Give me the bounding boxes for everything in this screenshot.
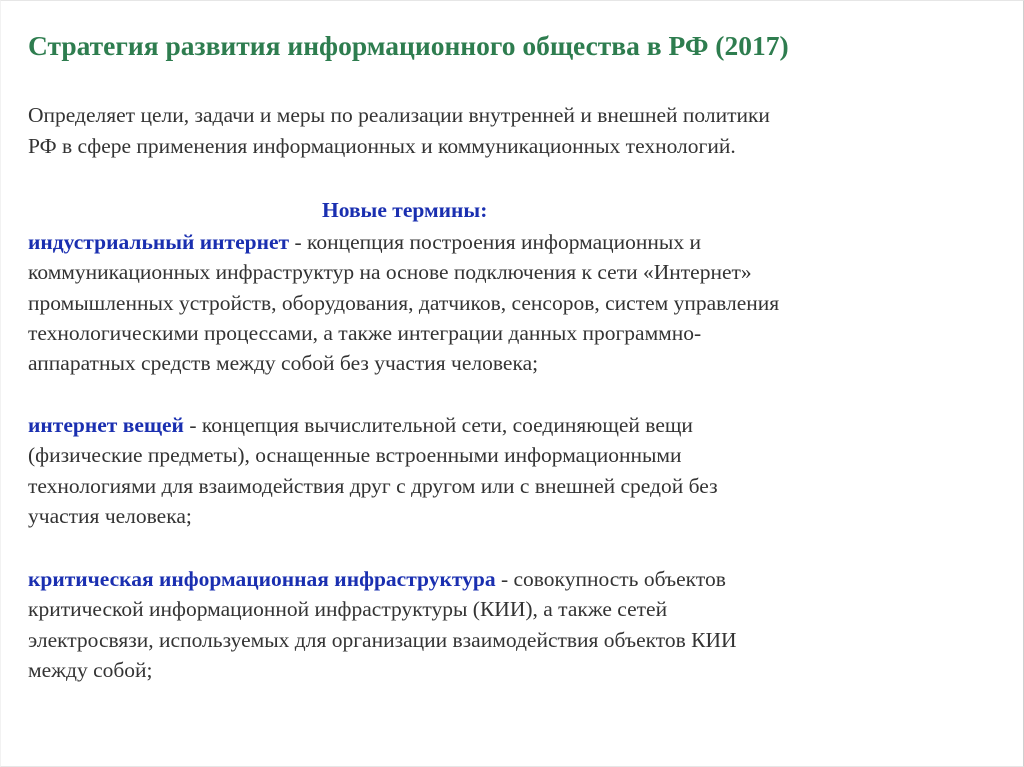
intro-paragraph [28, 100, 988, 161]
term-definition-line: участия человека; [28, 503, 192, 528]
term-definition-line: электросвязи, используемых для организации взаимодействия объектов КИИ [28, 627, 737, 652]
term-internet-of-things [28, 410, 988, 531]
term-industrial-internet [28, 227, 988, 378]
term-definition-line: коммуникационных инфраструктур на основе подключения к сети «Интернет» [28, 260, 752, 285]
term-definition-line: промышленных устройств, оборудования, датчиков, сенсоров, систем управления [28, 290, 780, 315]
term-name: интернет вещей [28, 413, 184, 437]
term-definition-line: (физические предметы), оснащенные встроенными информационными [28, 443, 682, 468]
intro-line: Определяет цели, задачи и меры по реализации внутренней и внешней политики [28, 103, 770, 127]
term-critical-infrastructure [28, 564, 988, 685]
term-definition-line: аппаратных средств между собой без участия человека; [28, 351, 539, 376]
term-name: индустриальный интернет [28, 230, 290, 254]
term-first-line [28, 564, 988, 594]
term-name: критическая информационная инфраструктура [28, 567, 496, 591]
term-first-line [28, 227, 988, 257]
intro-line: РФ в сфере применения информационных и коммуникационных технологий. [28, 133, 736, 158]
term-first-line [28, 410, 988, 440]
term-definition-start: - совокупность объектов [495, 567, 726, 591]
term-definition-line: технологиями для взаимодействия друг с другом или с внешней средой без [28, 473, 718, 498]
slide-title: Стратегия развития информационного общества в РФ (2017) [28, 30, 789, 61]
new-terms-heading: Новые термины: [322, 198, 488, 222]
term-definition-line: технологическими процессами, а также интеграции данных программно- [28, 320, 702, 345]
term-definition-start: - концепция вычислительной сети, соединяющей вещи [183, 413, 693, 437]
term-definition-line: критической информационной инфраструктуры (КИИ), а также сетей [28, 597, 668, 622]
term-definition-line: между собой; [28, 657, 153, 682]
term-definition-start: - концепция построения информационных и [289, 230, 701, 254]
